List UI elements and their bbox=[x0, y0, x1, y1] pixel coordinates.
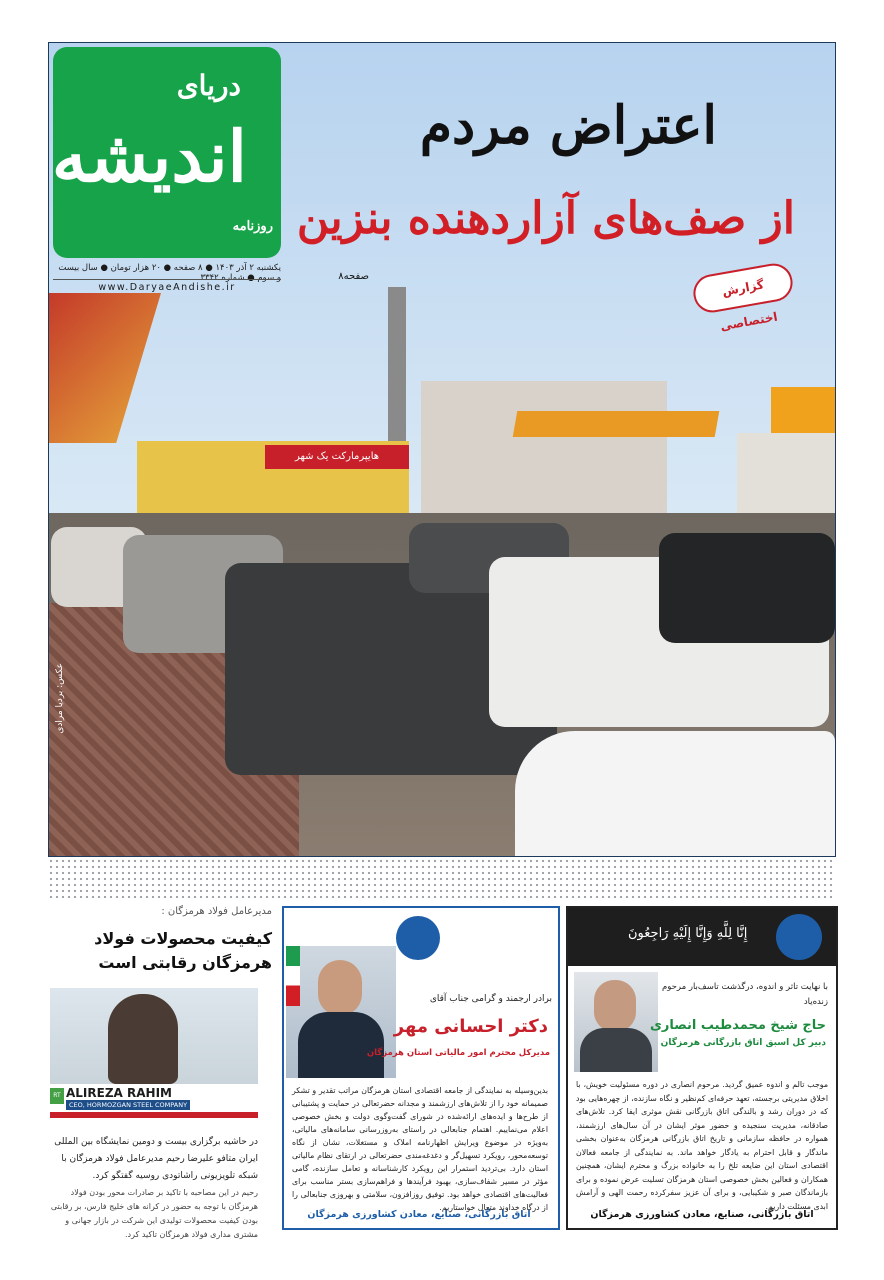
logo-sub-word: روزنامه bbox=[232, 219, 273, 234]
article-body-2: رحیم در این مصاحبه با تاکید بر صادرات محور بودن فولاد هرمزگان با توجه به حضور در کرانه های خلیج فارس، بر رقابتی بودن کیفیت محصولات تولیدی این شرکت در بازار جهانی و مشتری مداری فولاد هرمزگان تاکید کرد. bbox=[50, 1188, 258, 1239]
photo-credit: عکس: بردیا مرادی bbox=[55, 663, 65, 734]
deceased-photo bbox=[574, 972, 658, 1072]
lower-third-name: ALIREZA RAHIM bbox=[66, 1086, 172, 1100]
quran-verse: إِنَّا لِلَّهِ وَإِنَّا إِلَيْهِ رَاجِعُونَ bbox=[628, 926, 748, 941]
condolence-body: موجب تالم و اندوه عمیق گردید. مرحوم انصاری در دوره مسئولیت خویش، با اخلاق مدیریتی برجسته، تعهد حرفه‌ای کم‌نظیر و نگاه سازنده، از چهره‌هایی بود که در دوران رشد و بالندگی اتاق بازرگانی نقش موثری ایفا کرد. تلاش‌های صادقانه، مدیریت سنجیده و حضور موثر ایشان در آن سال‌های ارزشمند، همواره در حافظه سازمانی و تاریخ اتاق بازرگانی هرمزگان به‌عنوان بخشی ماندگار و قابل احترام به یادگار خواهد ماند. به نمایندگی از جامعه فعالان اقتصادی استان این ضایعه تلخ را به خانواده بزرگ و محترم ایشان، همچنین همکاران و فعالین بخش خصوصی استان هرمزگان تسلیت عرض نموده و برای بازماندگان صبر و شکیبایی، و برای آن عزیز سفرکرده رحمت الهی و آرامش ابدی مسئلت داریم. bbox=[576, 1080, 828, 1211]
website-link[interactable]: www.DaryaeAndishe.ir bbox=[53, 279, 281, 293]
honoree-suit bbox=[298, 1012, 384, 1078]
deceased-head bbox=[594, 980, 636, 1032]
dotted-divider bbox=[48, 858, 834, 898]
iran-flag-icon bbox=[286, 946, 300, 1006]
rt-logo-icon: RT bbox=[50, 1088, 64, 1104]
newspaper-logo[interactable] bbox=[53, 47, 281, 258]
chamber-emblem-icon bbox=[776, 914, 822, 960]
honoree-head bbox=[318, 960, 362, 1016]
interviewee-figure bbox=[108, 994, 178, 1084]
ad-signature: اتاق بازرگانی، صنایع، معادن کشاورزی هرمزگان bbox=[307, 1209, 531, 1220]
shop-sign: هایپرمارکت یک شهر bbox=[265, 445, 409, 469]
page-reference: صفحه۸ bbox=[338, 271, 369, 282]
dateline: یکشنبه ۲ آذر ۱۴۰۳ ● ۸ صفحه ● ۲۰ هزار تومان ● سال بیست و سوم ● شماره ۳۳۴۲ bbox=[58, 263, 281, 283]
article-body: در حاشیه برگزاری بیست و دومین نمایشگاه بین المللی ایران متافو علیرضا رحیم مدیرعامل فولاد هرمزگان با شبکه تلویزیونی راشاتودی روسیه گفتگو کرد. bbox=[54, 1137, 258, 1181]
news-ticker bbox=[50, 1112, 258, 1118]
headline-line-1: اعتراض مردم bbox=[419, 95, 717, 156]
hypermarket-building bbox=[137, 441, 409, 516]
station-building bbox=[421, 381, 667, 521]
condolence-intro-line1: با نهایت تاثر و اندوه، درگذشت تاسف‌بار مرحوم bbox=[661, 982, 828, 992]
condolence-intro bbox=[660, 980, 828, 1010]
ad-honoree-name: دکتر احسانی مهر bbox=[393, 1016, 548, 1037]
appreciation-ad bbox=[282, 906, 560, 1230]
article-title[interactable]: کیفیت محصولات فولاد هرمزگان رقابتی است bbox=[94, 929, 272, 972]
car-white-foreground bbox=[515, 731, 835, 856]
steel-article bbox=[50, 906, 272, 1239]
pump-canopy bbox=[513, 411, 720, 437]
condolence-signature: اتاق بازرگانی، صنایع، معادن کشاورزی هرمزگان bbox=[590, 1209, 814, 1220]
honoree-photo bbox=[286, 946, 396, 1078]
logo-main-word: اندیشه bbox=[51, 115, 247, 198]
car-black-right bbox=[659, 533, 835, 643]
condolence-intro-line2: زنده‌یاد bbox=[803, 997, 828, 1007]
interview-photo bbox=[50, 988, 258, 1118]
lower-third-role: CEO, HORMOZGAN STEEL COMPANY bbox=[66, 1100, 190, 1110]
ad-body: بدین‌وسیله به نمایندگی از جامعه اقتصادی استان هرمزگان مراتب تقدیر و تشکر صمیمانه خود را از تلاش‌های ارزشمند و مجدانه حضرتعالی در حمایت و پشتیبانی از طرح‌ها و ایده‌های ارائه‌شده در شورای گفت‌وگوی دولت و بخش خصوصی اعلام می‌نماییم. اهتمام جنابعالی در راستای به‌روزرسانی سامانه‌های مالیاتی، به‌ویژه در موضوع ویرایش اظهارنامه املاک و مستغلات، نشان از نگاه توسعه‌محور، رویکرد تسهیل‌گر و دغدغه‌مندی حضرتعالی در ارتقای نظام مالیاتی استان دارد. بی‌تردید استمرار این رویکرد کارشناسانه و تعامل سازنده، گامی مؤثر در مسیر شفاف‌سازی، بهبود فرآیندها و فراهم‌سازی بستر مناسب برای فعالیت‌های اقتصادی خواهد بود. توفیق روزافزون، سلامتی و بهروزی جنابعالی را از درگاه خداوند متعال خواستاریم. bbox=[292, 1086, 548, 1212]
right-building bbox=[737, 433, 835, 523]
article-kicker: مدیرعامل فولاد هرمزگان : bbox=[161, 906, 272, 917]
deceased-suit bbox=[580, 1028, 652, 1072]
front-page-frame bbox=[48, 42, 836, 857]
deceased-role: دبیر کل اسبق اتاق بازرگانی هرمزگان bbox=[660, 1038, 826, 1048]
logo-top-word: دریای bbox=[176, 69, 241, 102]
ad-greeting: برادر ارجمند و گرامی جناب آقای bbox=[429, 994, 552, 1004]
chamber-emblem-icon bbox=[396, 916, 440, 960]
headline-line-2: از صف‌های آزاردهنده بنزین bbox=[296, 193, 795, 244]
condolence-ad bbox=[566, 906, 838, 1230]
exclusive-report-badge: گزارش اختصاصی bbox=[690, 261, 795, 316]
ad-honoree-role: مدیرکل محترم امور مالیاتی استان هرمزگان bbox=[366, 1048, 550, 1058]
deceased-name: حاج شیخ محمدطیب انصاری bbox=[649, 1018, 826, 1033]
